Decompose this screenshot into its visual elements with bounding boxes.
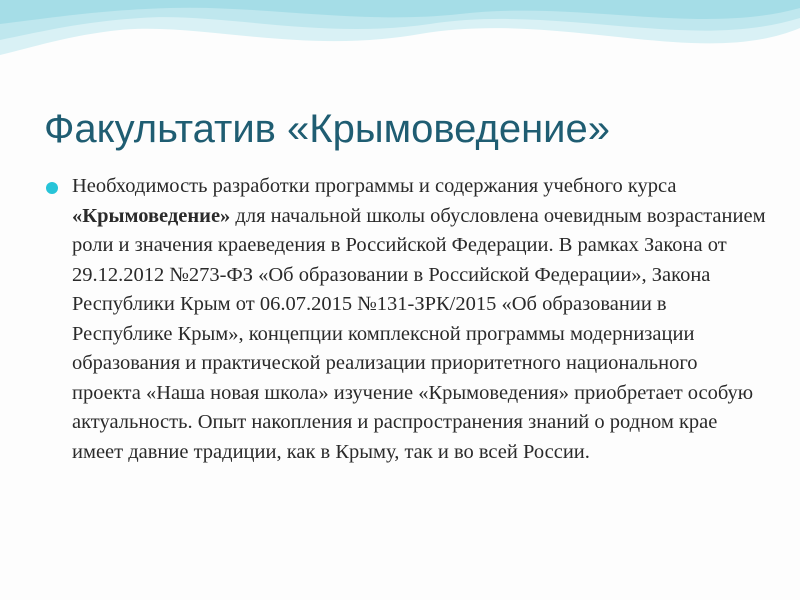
body-paragraph (72, 172, 766, 467)
bullet-dot-icon (46, 182, 58, 194)
bullet-item (46, 172, 766, 467)
slide-title: Факультатив «Крымоведение» (44, 107, 611, 151)
decorative-wave (0, 0, 800, 80)
paragraph-bold-course-name: «Крымоведение» (72, 204, 231, 227)
paragraph-part-2: для начальной школы обусловлена очевидным возрастанием роли и значения краеведения в Российской Федерации. В рамках Закона от 29.12.2012 №273-ФЗ «Об образовании в Российской Федерации», Закона Республики Крым от 06.07.2015 №131-ЗРК/2015 «Об образовании в Республике Крым», концепции комплексной программы модернизации образования и практической реализации приоритетного национального проекта «Наша новая школа» изучение «Крымоведения» приобретает особую актуальность. Опыт накопления и распространения знаний о родном крае имеет давние традиции, как в Крыму, так и во всей России. (72, 204, 766, 463)
paragraph-part-1: Необходимость разработки программы и содержания учебного курса (72, 175, 677, 197)
